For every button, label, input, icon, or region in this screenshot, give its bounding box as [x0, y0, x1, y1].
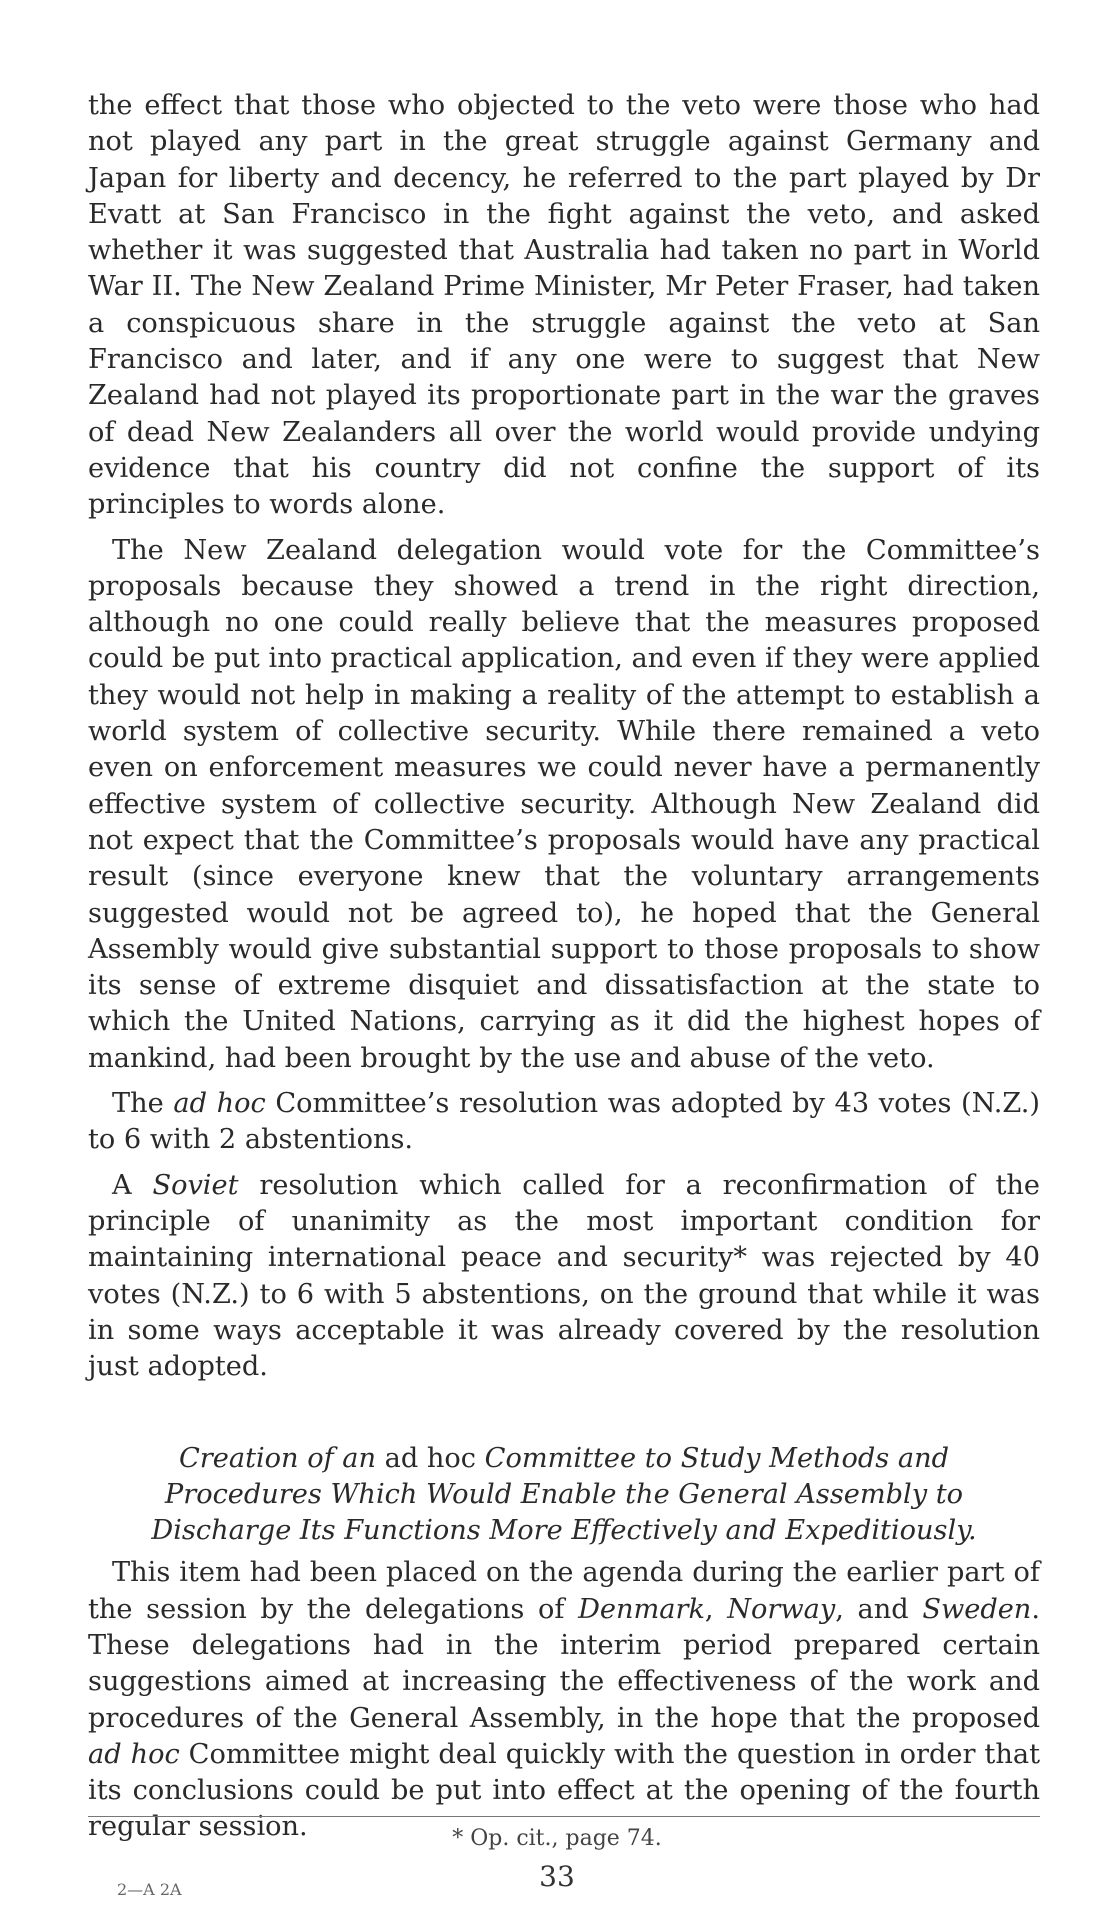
page-number: 33 [539, 1860, 575, 1893]
section-heading [88, 1441, 1040, 1549]
country-norway: Norway [727, 1593, 836, 1625]
text-run: resolution which called for a reconfirmation of the principle of unanimity as the most important condition for maintaining international peace and security* was rejected by 40 votes (N.Z.) to 6 with 5 abstentions, on the ground that while it was in some ways acceptable it was already covered by the resolution just adopted. [88, 1169, 1041, 1383]
paragraph-nz-delegation: The New Zealand delegation would vote for the Committee’s proposals because they showed a trend in the right direction, although no one could really believe that the measures proposed could be put into practical application, and even if they were applied they would not help in making a reality of the attempt to establish a world system of collective security. While there remained a veto even on enforcement measures we could never have a permanently effective system of collective security. Although New Zealand did not expect that the Committee’s proposals would have any practical result (since everyone knew that the voluntary arrangements suggested would not be agreed to), he hoped that the General Assembly would give substantial support to those proposals to show its sense of extreme disquiet and dissatisfaction at the state to which the United Nations, carrying as it did the highest hopes of mankind, had been brought by the use and abuse of the veto. [88, 534, 1040, 1074]
paragraph-agenda-item [88, 1555, 1040, 1845]
text-run: A [112, 1169, 153, 1201]
italic-term: ad hoc [88, 1738, 180, 1770]
text-run: Committee’s resolution was adopted by 43 votes (N.Z.) to 6 with 2 abstentions. [88, 1088, 1040, 1156]
italic-term: ad hoc [173, 1088, 266, 1120]
footnote: * Op. cit., page 74. [452, 1826, 662, 1851]
country-denmark: Denmark [578, 1593, 705, 1625]
text-run: This item had been placed on the agenda during the earlier part of the session by the delegations of [88, 1557, 1040, 1625]
signature-mark: 2—A 2A [117, 1880, 182, 1899]
paragraph-soviet-resolution [88, 1168, 1040, 1386]
text-run: , and [835, 1593, 923, 1625]
paragraph-committee-vote [88, 1086, 1040, 1159]
paragraph-continuation: the effect that those who objected to the veto were those who had not played any part in the great struggle against Germany and Japan for liberty and decency, he referred to the part played by Dr Evatt at San Francisco in the fight against the veto, and asked whether it was suggested that Australia had taken no part in World War II. The New Zealand Prime Minister, Mr Peter Fraser, had taken a conspicuous share in the struggle against the veto at San Francisco and later, and if any one were to suggest that New Zealand had not played its proportionate part in the war the graves of dead New Zealanders all over the world would provide undying evidence that his country did not confine the support of its principles to words alone. [88, 90, 1040, 521]
heading-text: Creation of an [178, 1443, 385, 1475]
text-run: . These delegations had in the interim period prepared certain suggestions aimed at increasing the effectiveness of the work and procedures of the General Assembly, in the hope that the proposed [88, 1593, 1040, 1734]
country-sweden: Sweden [922, 1593, 1032, 1625]
text-run: Committee might deal quickly with the question in order that its conclusions could be put into effect at the opening of the fourth regular session. [88, 1738, 1040, 1843]
heading-text: Committee to Study Methods and Procedures Which Would Enable the General Assembly to Discharge Its Functions More Effectively and Expeditiously. [151, 1443, 977, 1547]
text-run: , [704, 1593, 728, 1625]
heading-upright-term: ad hoc [384, 1443, 477, 1475]
italic-term: Soviet [152, 1169, 239, 1201]
footnote-rule [88, 1816, 1040, 1817]
page-body [88, 88, 1040, 1846]
text-run: The [112, 1088, 174, 1120]
